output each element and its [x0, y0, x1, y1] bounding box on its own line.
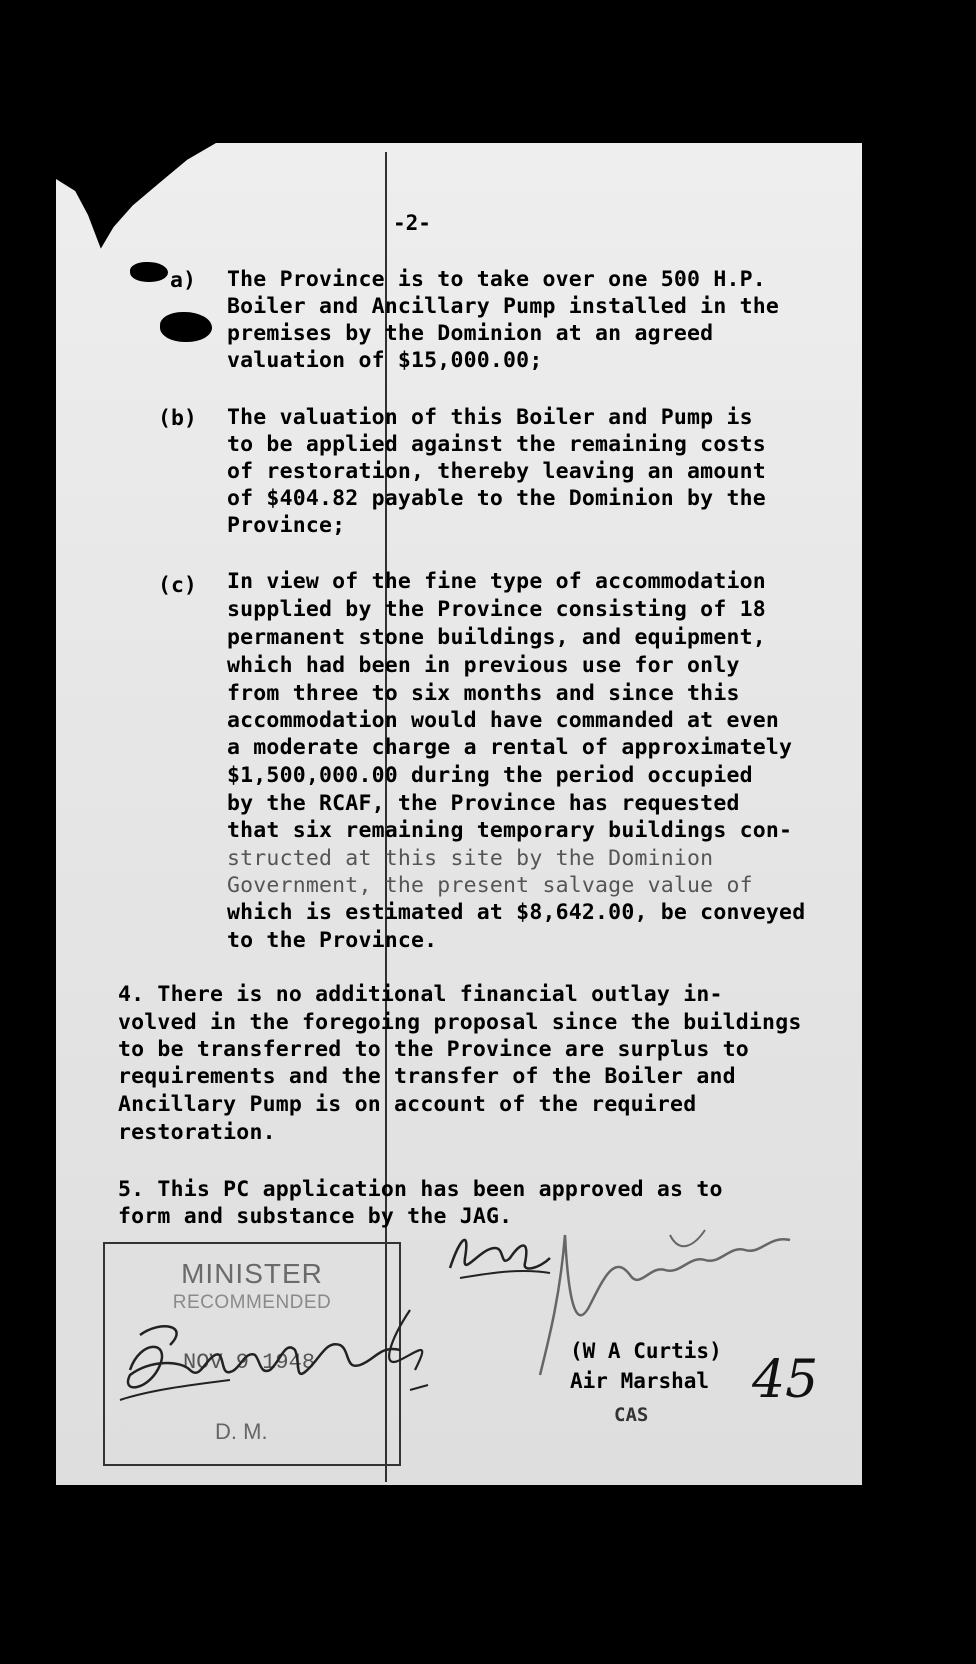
item-c-line: from three to six months and since this — [227, 681, 740, 706]
item-c-line: In view of the fine type of accommodation — [227, 569, 766, 594]
stamp-date: NOV 9 1948 — [183, 1350, 316, 1375]
paragraph-4-line: Ancillary Pump is on account of the required — [118, 1092, 697, 1117]
item-a-line: valuation of $15,000.00; — [227, 348, 543, 373]
item-c-line: a moderate charge a rental of approximately — [227, 735, 793, 760]
item-c-line: by the RCAF, the Province has requested — [227, 791, 740, 816]
folio-number: 45 — [752, 1350, 819, 1410]
paragraph-4-line: volved in the foregoing proposal since the buildings — [118, 1010, 802, 1035]
ink-blot — [160, 312, 212, 342]
item-c-line: to the Province. — [227, 928, 438, 953]
item-c-line: which had been in previous use for only — [227, 653, 740, 678]
item-b-line: of $404.82 payable to the Dominion by the — [227, 486, 766, 511]
item-b-line: to be applied against the remaining costs — [227, 432, 766, 457]
signatory-title: Air Marshal — [570, 1369, 710, 1393]
item-c-line: structed at this site by the Dominion — [227, 846, 714, 871]
item-b-line: The valuation of this Boiler and Pump is — [227, 405, 753, 430]
signature-block — [570, 1336, 722, 1396]
torn-corner — [56, 143, 216, 263]
item-a-line: premises by the Dominion at an agreed — [227, 321, 714, 346]
paragraph-4-line: restoration. — [118, 1120, 276, 1145]
paragraph-4-line: to be transferred to the Province are surplus to — [118, 1037, 749, 1062]
item-b-marker: (b) — [158, 406, 197, 431]
item-c-line: supplied by the Province consisting of 18 — [227, 597, 766, 622]
signatory-office: CAS — [614, 1404, 649, 1426]
item-c-line: Government, the present salvage value of — [227, 873, 753, 898]
stamp-subtitle: RECOMMENDED — [172, 1292, 332, 1313]
paragraph-5-line: form and substance by the JAG. — [118, 1204, 513, 1229]
stamp-title: MINISTER — [181, 1258, 323, 1289]
paragraph-4-line: requirements and the transfer of the Boiler and — [118, 1064, 736, 1089]
item-c-line: which is estimated at $8,642.00, be conveyed — [227, 900, 806, 925]
stamp-footer: D. M. — [215, 1419, 268, 1444]
item-a-line: The Province is to take over one 500 H.P. — [227, 267, 766, 292]
item-b-line: of restoration, thereby leaving an amount — [227, 459, 766, 484]
item-c-line: permanent stone buildings, and equipment, — [227, 625, 766, 650]
item-c-line: accommodation would have commanded at even — [227, 708, 780, 733]
signatory-name: (W A Curtis) — [570, 1339, 722, 1363]
item-a-line: Boiler and Ancillary Pump installed in the — [227, 294, 780, 319]
item-c-marker: (c) — [158, 573, 197, 598]
paragraph-4-line: 4. There is no additional financial outlay in- — [118, 982, 723, 1007]
item-c-line: that six remaining temporary buildings con- — [227, 818, 793, 843]
item-c-line: $1,500,000.00 during the period occupied — [227, 763, 753, 788]
item-a-marker: a) — [170, 268, 196, 293]
deputy-minister-signature — [110, 1300, 460, 1430]
item-b-line: Province; — [227, 513, 346, 538]
paragraph-5-line: 5. This PC application has been approved as to — [118, 1177, 723, 1202]
ink-blot — [130, 262, 168, 282]
page-number: -2- — [393, 211, 431, 235]
